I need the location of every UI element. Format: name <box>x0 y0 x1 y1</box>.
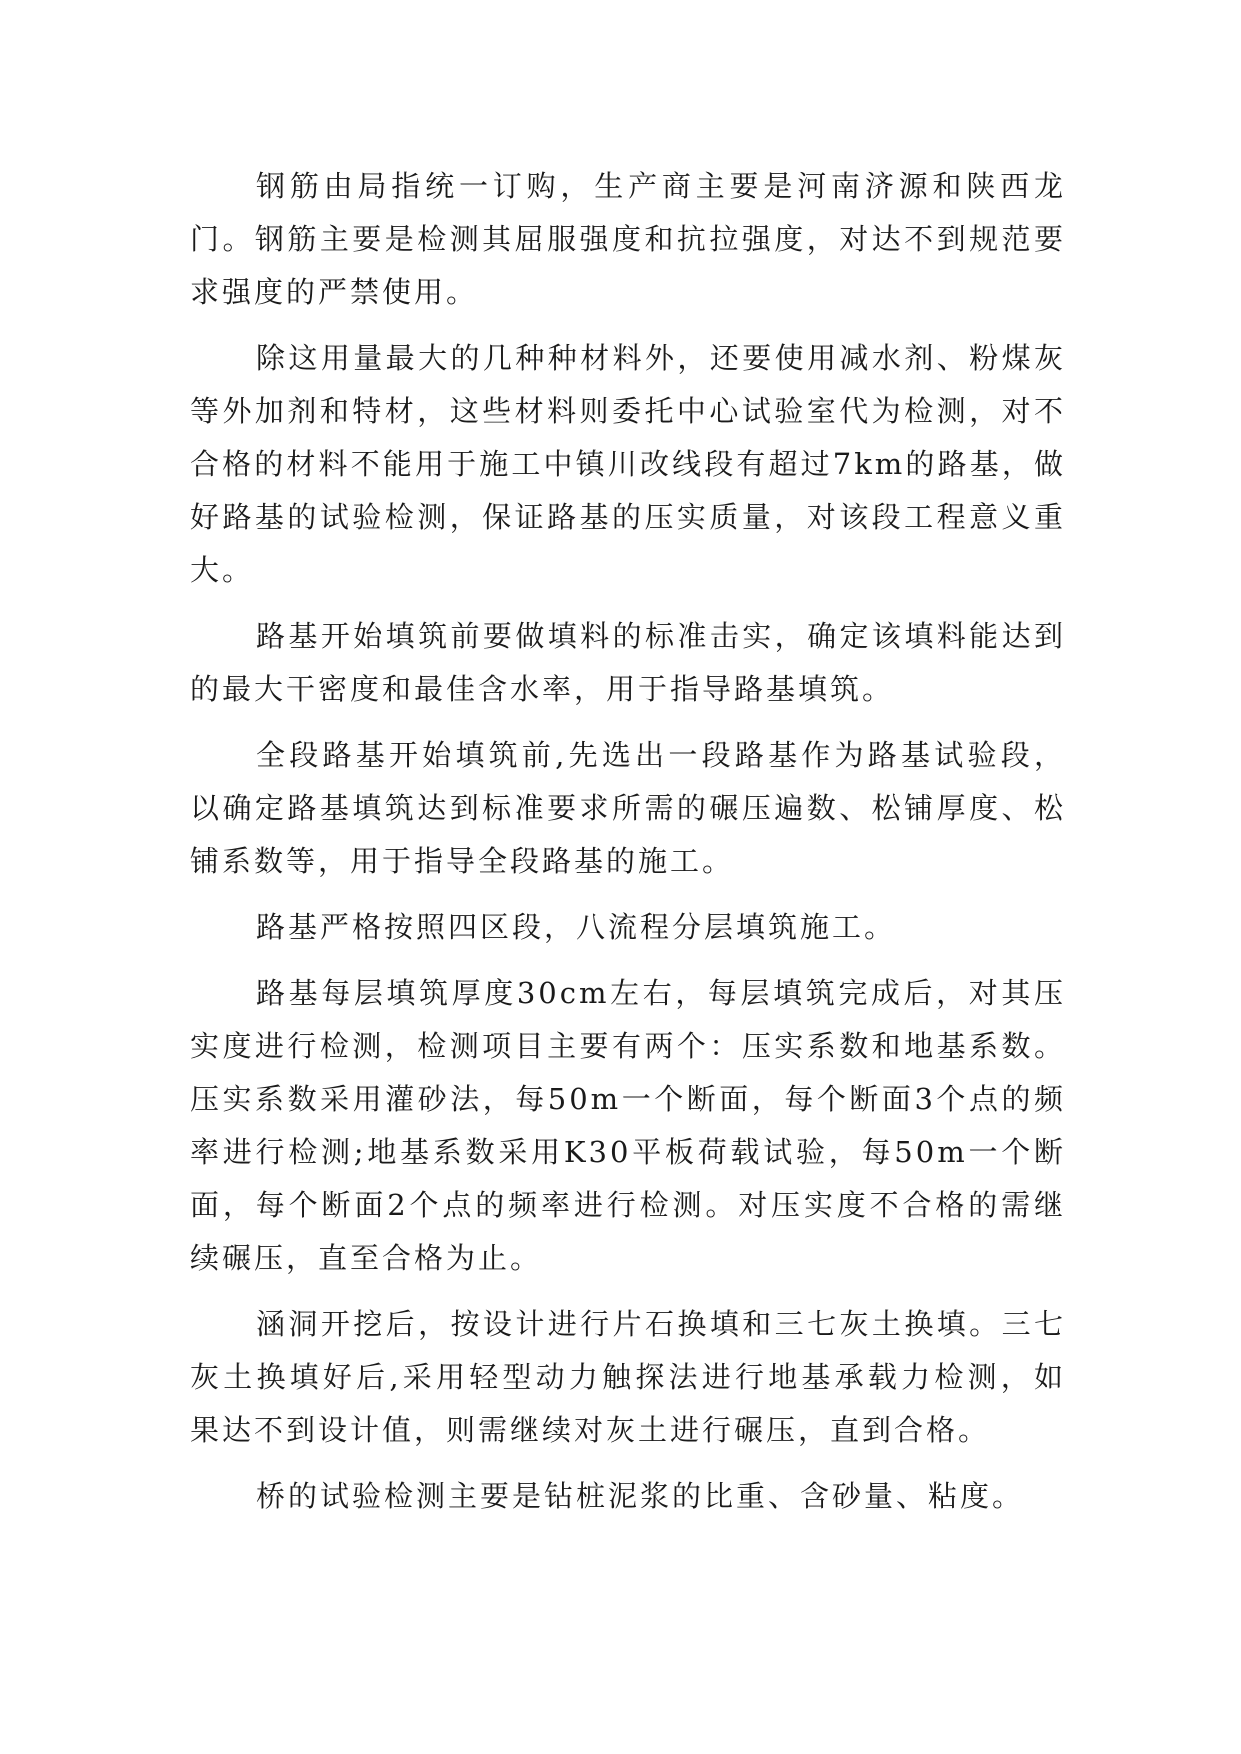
paragraph-bridge: 桥的试验检测主要是钻桩泥浆的比重、含砂量、粘度。 <box>256 1479 1025 1513</box>
paragraph-layered-filling: 路基严格按照四区段，八流程分层填筑施工。 <box>256 910 897 944</box>
paragraph-rebar: 钢筋由局指统一订购，生产商主要是河南济源和陕西龙门。钢筋主要是检测其屈服强度和抗拉强度，对达不到规范要求强度的严禁使用。 <box>190 169 1066 309</box>
paragraph-admixtures: 除这用量最大的几种种材料外，还要使用减水剂、粉煤灰等外加剂和特材，这些材料则委托中心试验室代为检测，对不合格的材料不能用于施工中镇川改线段有超过7km的路基，做好路基的试验检测，保证路基的压实质量，对该段工程意义重大。 <box>190 341 1066 587</box>
paragraph-layer-inspection: 路基每层填筑厚度30cm左右，每层填筑完成后，对其压实度进行检测，检测项目主要有两个：压实系数和地基系数。压实系数采用灌砂法，每50m一个断面，每个断面3个点的频率进行检测;地基系数采用K30平板荷载试验，每50m一个断面，每个断面2个点的频率进行检测。对压实度不合格的需继续碾压，直至合格为止。 <box>190 976 1066 1275</box>
paragraph-compaction-test: 路基开始填筑前要做填料的标准击实，确定该填料能达到的最大干密度和最佳含水率，用于指导路基填筑。 <box>190 619 1066 706</box>
document-body <box>190 160 1066 1536</box>
paragraph-trial-section: 全段路基开始填筑前,先选出一段路基作为路基试验段，以确定路基填筑达到标准要求所需的碾压遍数、松铺厚度、松铺系数等，用于指导全段路基的施工。 <box>190 738 1066 878</box>
paragraph-culvert: 涵洞开挖后，按设计进行片石换填和三七灰土换填。三七灰土换填好后,采用轻型动力触探法进行地基承载力检测，如果达不到设计值，则需继续对灰土进行碾压，直到合格。 <box>190 1307 1066 1447</box>
